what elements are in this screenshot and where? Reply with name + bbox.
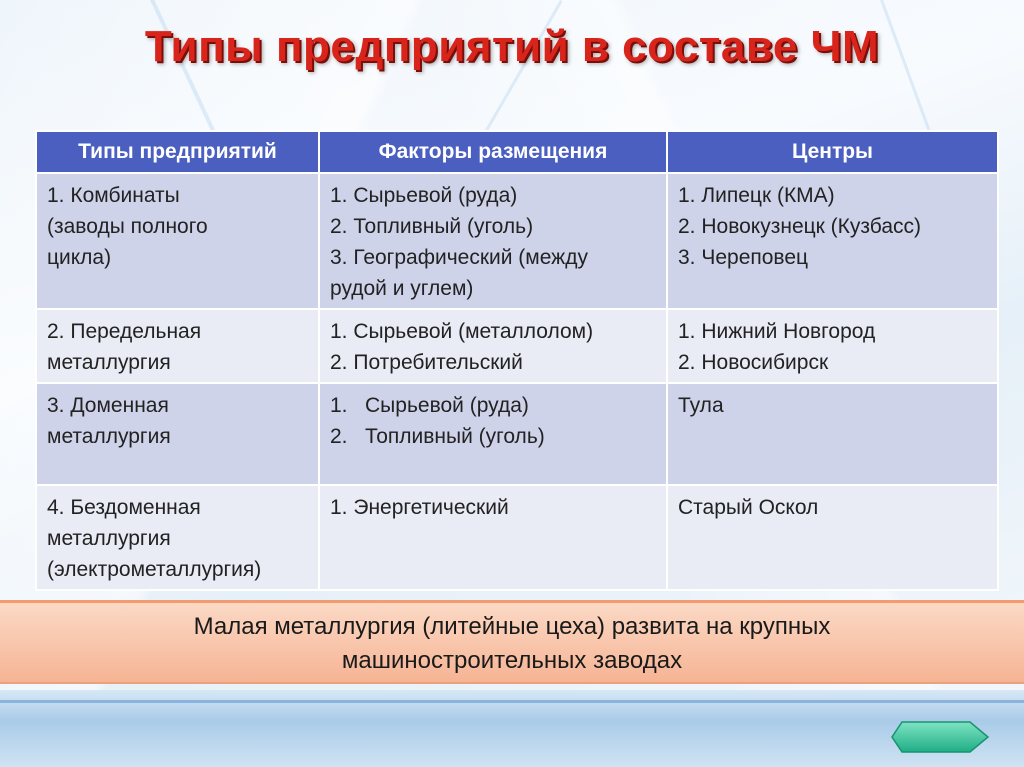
- cell-line: 1. Сырьевой (металлолом): [330, 320, 594, 343]
- enterprise-types-table: [35, 130, 999, 591]
- cell-line: 3. Доменная: [47, 394, 169, 417]
- cell-line: 1. Энергетический: [330, 496, 509, 519]
- cell-line: 3. Географический (между: [330, 246, 588, 269]
- cell-line: 1. Нижний Новгород: [678, 320, 876, 343]
- cell-line: 1. Сырьевой (руда): [330, 184, 518, 207]
- cell-line: 4. Бездоменная: [47, 496, 201, 519]
- cell-line: 1. Сырьевой (руда): [330, 394, 529, 417]
- cell-line: 1. Комбинаты: [47, 184, 180, 207]
- background-bottom-line: [0, 700, 1024, 703]
- cell-line: 2. Передельная: [47, 320, 202, 343]
- cell-line: Старый Оскол: [678, 496, 819, 519]
- cell-line: 2. Топливный (уголь): [330, 425, 545, 448]
- cell-factors: [319, 309, 667, 383]
- cell-factors: [319, 383, 667, 485]
- cell-factors: [319, 173, 667, 309]
- table-row: [36, 173, 998, 309]
- slide-title: Типы предприятий в составе ЧМ: [144, 22, 880, 71]
- table-row: [36, 383, 998, 485]
- header-centers: Центры: [667, 131, 998, 173]
- cell-line: 2. Новокузнецк (Кузбасс): [678, 215, 922, 238]
- note-line-2: машиностроительных заводах: [341, 647, 683, 674]
- header-enterprise-types: Типы предприятий: [36, 131, 319, 173]
- arrow-right-icon: [888, 718, 992, 756]
- cell-line: цикла): [47, 246, 112, 269]
- next-slide-button[interactable]: [888, 718, 992, 756]
- cell-line: 2. Новосибирск: [678, 351, 829, 374]
- table-header-row: [36, 131, 998, 173]
- cell-line: (заводы полного: [47, 215, 208, 238]
- cell-centers: [667, 309, 998, 383]
- cell-line: металлургия: [47, 527, 171, 550]
- cell-line: 2. Топливный (уголь): [330, 215, 534, 238]
- cell-line: 1. Липецк (КМА): [678, 184, 835, 207]
- cell-line: (электрометаллургия): [47, 558, 262, 581]
- table-row: [36, 309, 998, 383]
- cell-centers: [667, 383, 998, 485]
- cell-enterprise-type: [36, 173, 319, 309]
- note-line-1: Малая металлургия (литейные цеха) развита на крупных: [193, 613, 831, 640]
- cell-line: металлургия: [47, 425, 171, 448]
- cell-enterprise-type: [36, 309, 319, 383]
- header-location-factors: Факторы размещения: [319, 131, 667, 173]
- cell-line: металлургия: [47, 351, 171, 374]
- cell-centers: [667, 173, 998, 309]
- note-box: [0, 600, 1024, 684]
- cell-line: 3. Череповец: [678, 246, 809, 269]
- cell-factors: [319, 485, 667, 590]
- cell-centers: [667, 485, 998, 590]
- cell-enterprise-type: [36, 383, 319, 485]
- cell-line: 2. Потребительский: [330, 351, 523, 374]
- cell-line: Тула: [678, 394, 724, 417]
- table-row: [36, 485, 998, 590]
- cell-line: рудой и углем): [330, 277, 474, 300]
- cell-enterprise-type: [36, 485, 319, 590]
